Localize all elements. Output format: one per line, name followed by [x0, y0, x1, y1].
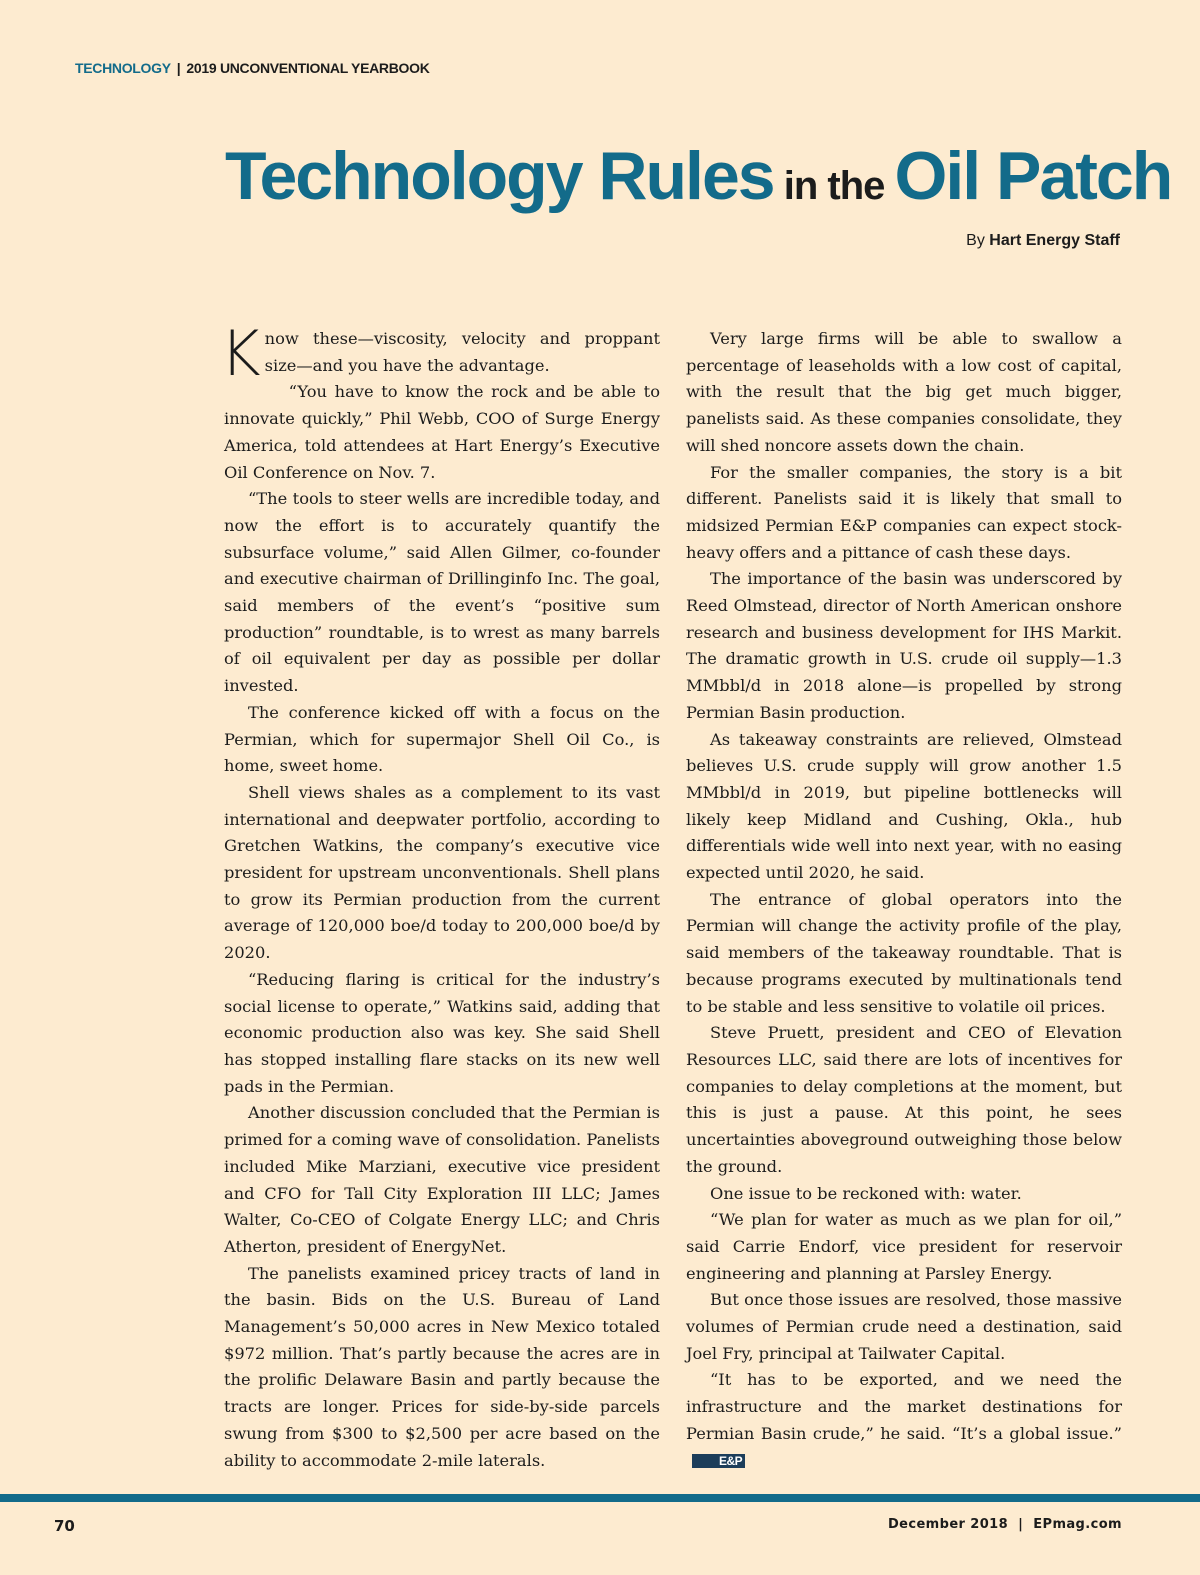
- section-label: TECHNOLOGY: [75, 60, 171, 76]
- body-paragraph: “The tools to steer wells are incredible today, and now the effort is to accurately quantify the subsurface volume,” said Allen Gilmer, co-founder and executive chairman of Drillinginfo Inc. The goal, said members of the event’s “positive sum production” roundtable, is to wrest as many barrels of oil equivalent per day as possible per dollar invested.: [224, 489, 660, 696]
- header-separator: |: [176, 60, 181, 76]
- drop-cap: K: [220, 317, 261, 390]
- body-paragraph: Very large firms will be able to swallow a percentage of leaseholds with a low cost of capital, with the result that the big get much bigger, panelists said. As these companies consolidate, they will shed noncore assets down the chain.: [686, 329, 1122, 455]
- body-paragraph: As takeaway constraints are relieved, Olmstead believes U.S. crude supply will grow another 1.5 MMbbl/d in 2019, but pipeline bottlenecks will likely keep Midland and Cushing, Okla., hub differentials wide well into next year, with no easing expected until 2020, he said.: [686, 729, 1122, 883]
- lead-paragraph: [220, 317, 660, 390]
- footer-info: [888, 1517, 1122, 1532]
- byline-author: Hart Energy Staff: [989, 232, 1120, 249]
- publication-label: 2019 UNCONVENTIONAL YEARBOOK: [186, 60, 430, 76]
- byline: [966, 232, 1120, 250]
- body-paragraph: Shell views shales as a complement to its vast international and deepwater portfolio, according to Gretchen Watkins, the company’s executive vice president for upstream unconventionals. Shell plans to grow its Permian production from the current average of 120,000 boe/d today to 200,000 boe/d by 2020.: [224, 782, 660, 963]
- title-part-1: Technology Rules: [225, 138, 774, 214]
- article-column-right: [686, 326, 1122, 1474]
- final-paragraph: [686, 1367, 1122, 1474]
- body-paragraph: “Reducing flaring is critical for the industry’s social license to operate,” Watkins said, adding that economic production also was key. She said Shell has stopped installing flare stacks on its new well pads in the Permian.: [224, 969, 660, 1096]
- body-paragraph: The panelists examined pricey tracts of land in the basin. Bids on the U.S. Bureau of Land Management’s 50,000 acres in New Mexico totaled $972 million. That’s partly because the acres are in the prolific Delaware Basin and partly because the tracts are longer. Prices for side-by-side parcels swung from $300 to $2,500 per acre based on the ability to accommodate 2-mile laterals.: [224, 1263, 660, 1470]
- byline-prefix: By: [966, 232, 990, 249]
- title-part-2: in the: [773, 164, 895, 208]
- title-part-3: Oil Patch: [894, 138, 1172, 214]
- lead-paragraph-text: now these—viscosity, velocity and proppant size—and you have the advantage.: [264, 329, 660, 375]
- body-paragraph: But once those issues are resolved, those massive volumes of Permian crude need a destination, said Joel Fry, principal at Tailwater Capital.: [686, 1290, 1122, 1363]
- footer-rule: [0, 1494, 1200, 1502]
- issue-date: December 2018: [887, 1517, 1009, 1532]
- body-paragraph: The conference kicked off with a focus on the Permian, which for supermajor Shell Oil Co., is home, sweet home.: [224, 702, 660, 776]
- article-title: [225, 138, 1172, 214]
- final-paragraph-text: “It has to be exported, and we need the infrastructure and the market destinations for Permian Basin crude,” he said. “It’s a global issue.”: [686, 1370, 1122, 1443]
- running-head: [75, 60, 430, 76]
- body-paragraph: The importance of the basin was underscored by Reed Olmstead, director of North American onshore research and business development for IHS Markit. The dramatic growth in U.S. crude oil supply—1.3 MMbbl/d in 2018 alone—is propelled by strong Permian Basin production.: [686, 569, 1122, 722]
- body-paragraph: The entrance of global operators into the Permian will change the activity profile of the play, said members of the takeaway roundtable. That is because programs executed by multinationals tend to be stable and less sensitive to volatile oil prices.: [686, 889, 1122, 1016]
- site-name: EPmag.com: [1033, 1517, 1122, 1532]
- body-paragraph: Another discussion concluded that the Permian is primed for a coming wave of consolidation. Panelists included Mike Marziani, executive vice president and CFO for Tall City Exploration III LLC; James Walter, Co-CEO of Colgate Energy LLC; and Chris Atherton, president of EnergyNet.: [224, 1103, 660, 1256]
- article-column-left: [220, 317, 660, 1474]
- ep-end-mark-icon: E&P: [692, 1454, 745, 1468]
- body-paragraph: For the smaller companies, the story is a bit different. Panelists said it is likely that small to midsized Permian E&P companies can expect stock-heavy offers and a pittance of cash these days.: [686, 462, 1122, 562]
- page-number: 70: [54, 1517, 75, 1535]
- body-paragraph: “We plan for water as much as we plan for oil,” said Carrie Endorf, vice president for reservoir engineering and planning at Parsley Energy.: [686, 1210, 1122, 1283]
- body-paragraph: “You have to know the rock and be able to innovate quickly,” Phil Webb, COO of Surge Energy America, told attendees at Hart Energy’s Executive Oil Conference on Nov. 7.: [224, 382, 660, 482]
- footer-separator: |: [1018, 1517, 1024, 1532]
- body-paragraph: One issue to be reckoned with: water.: [710, 1183, 1022, 1203]
- body-paragraph: Steve Pruett, president and CEO of Elevation Resources LLC, said there are lots of incentives for companies to delay completions at the moment, but this is just a pause. At this point, he sees uncertainties aboveground outweighing those below the ground.: [686, 1023, 1122, 1176]
